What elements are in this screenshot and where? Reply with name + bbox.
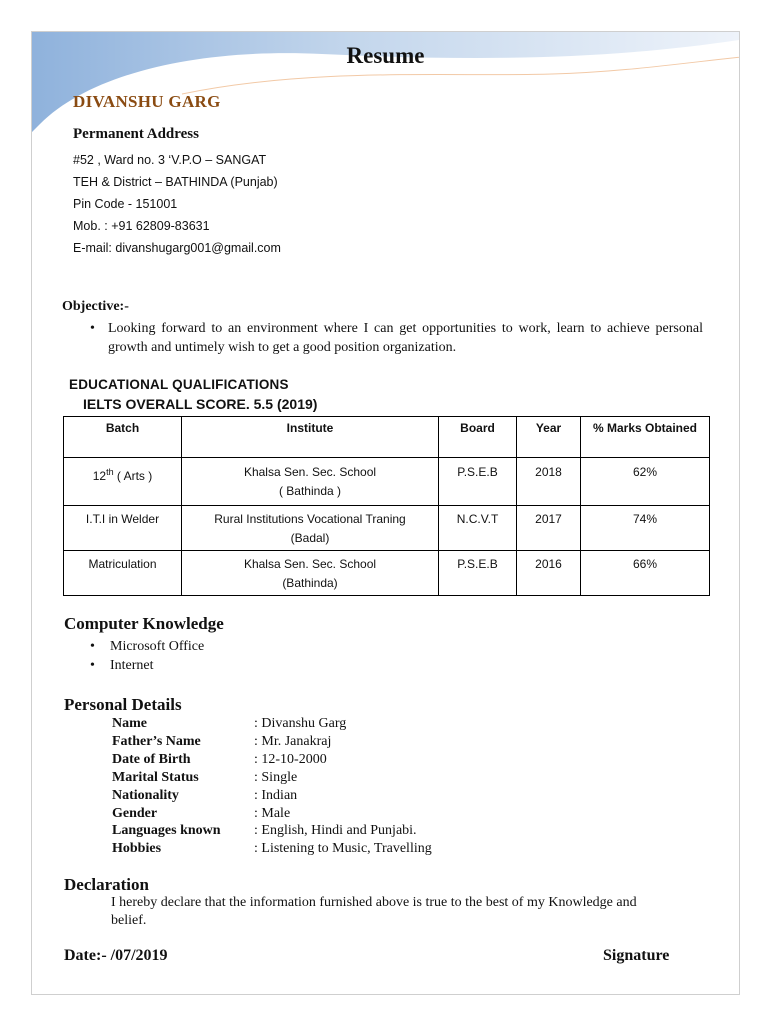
address-line: TEH & District – BATHINDA (Punjab) bbox=[73, 175, 278, 189]
table-row bbox=[64, 506, 710, 551]
objective-text: Looking forward to an environment where I can get opportunities to work, learn to achieve personal growth and untimely wish to get a good position organization. bbox=[108, 321, 703, 355]
column-header: Year bbox=[517, 417, 581, 458]
batch-text: 12 bbox=[92, 469, 107, 483]
ielts-score: IELTS OVERALL SCORE. 5.5 (2019) bbox=[83, 396, 318, 412]
detail-row bbox=[112, 733, 432, 751]
detail-label: Hobbies bbox=[112, 841, 162, 857]
resume-title: Resume bbox=[346, 43, 425, 68]
board-cell: P.S.E.B bbox=[439, 458, 517, 506]
year-cell: 2017 bbox=[517, 506, 581, 551]
detail-label: Languages known bbox=[112, 823, 221, 839]
institute-location: (Bathinda) bbox=[282, 576, 338, 590]
institute-name: Khalsa Sen. Sec. School bbox=[243, 557, 377, 571]
batch-cell bbox=[64, 458, 182, 506]
skill-text: Microsoft Office bbox=[110, 639, 205, 654]
detail-row bbox=[112, 769, 432, 787]
year-cell: 2018 bbox=[517, 458, 581, 506]
candidate-name: DIVANSHU GARG bbox=[73, 92, 221, 111]
marks-cell: 66% bbox=[581, 551, 710, 596]
objective-list bbox=[90, 319, 703, 357]
skill-text: Internet bbox=[110, 658, 154, 673]
institute-cell bbox=[182, 506, 439, 551]
batch-superscript: th bbox=[106, 467, 114, 477]
institute-name: Rural Institutions Vocational Traning bbox=[214, 512, 406, 526]
column-header: Board bbox=[439, 417, 517, 458]
signature-label: Signature bbox=[603, 947, 670, 964]
computer-knowledge-list bbox=[90, 637, 204, 675]
bullet-icon: • bbox=[90, 321, 95, 336]
bullet-icon: • bbox=[90, 639, 95, 654]
detail-row bbox=[112, 840, 432, 858]
year-cell: 2016 bbox=[517, 551, 581, 596]
table-row bbox=[64, 551, 710, 596]
mobile-number: Mob. : +91 62809-83631 bbox=[73, 219, 210, 233]
email-address: E-mail: divanshugarg001@gmail.com bbox=[73, 241, 281, 255]
list-item bbox=[90, 319, 703, 357]
board-cell: P.S.E.B bbox=[439, 551, 517, 596]
detail-label: Name bbox=[112, 716, 147, 731]
computer-knowledge-heading: Computer Knowledge bbox=[64, 614, 224, 633]
institute-location: (Badal) bbox=[290, 531, 330, 545]
detail-row bbox=[112, 715, 432, 733]
detail-value: : Divanshu Garg bbox=[254, 716, 347, 731]
address-line: #52 , Ward no. 3 ‘V.P.O – SANGAT bbox=[73, 153, 267, 167]
personal-details bbox=[112, 715, 432, 858]
detail-value: : Listening to Music, Travelling bbox=[254, 841, 432, 857]
column-header: % Marks Obtained bbox=[581, 417, 710, 458]
institute-name: Khalsa Sen. Sec. School bbox=[243, 465, 377, 479]
detail-value: : Male bbox=[254, 805, 291, 821]
address-block bbox=[73, 149, 281, 259]
detail-label: Nationality bbox=[112, 787, 179, 803]
education-heading: EDUCATIONAL QUALIFICATIONS bbox=[69, 377, 289, 392]
detail-value: : 12-10-2000 bbox=[254, 751, 327, 767]
declaration-text: I hereby declare that the information furnished above is true to the best of my Knowledge and belief. bbox=[111, 895, 637, 928]
address-line: Pin Code - 151001 bbox=[73, 197, 178, 211]
bullet-icon: • bbox=[90, 658, 95, 673]
date-line: Date:- /07/2019 bbox=[64, 947, 168, 964]
institute-cell bbox=[182, 458, 439, 506]
personal-details-heading: Personal Details bbox=[64, 695, 182, 714]
detail-row bbox=[112, 751, 432, 769]
table-header-row bbox=[64, 417, 710, 458]
objective-heading: Objective:- bbox=[62, 299, 129, 314]
list-item bbox=[90, 656, 204, 675]
detail-label: Marital Status bbox=[112, 769, 199, 785]
batch-cell: Matriculation bbox=[64, 551, 182, 596]
resume-page bbox=[31, 31, 740, 995]
detail-row bbox=[112, 787, 432, 805]
detail-label: Gender bbox=[112, 805, 158, 821]
board-cell: N.C.V.T bbox=[439, 506, 517, 551]
marks-cell: 62% bbox=[581, 458, 710, 506]
detail-label: Date of Birth bbox=[112, 751, 191, 767]
table-row bbox=[64, 458, 710, 506]
detail-label: Father’s Name bbox=[112, 733, 201, 749]
batch-text: ( Arts ) bbox=[113, 469, 153, 483]
detail-value: : Single bbox=[254, 769, 298, 785]
column-header: Institute bbox=[182, 417, 439, 458]
institute-location: ( Bathinda ) bbox=[278, 484, 342, 498]
address-heading: Permanent Address bbox=[73, 126, 199, 142]
detail-row bbox=[112, 805, 432, 823]
detail-value: : Mr. Janakraj bbox=[254, 733, 332, 749]
institute-cell bbox=[182, 551, 439, 596]
detail-row bbox=[112, 822, 432, 840]
detail-value: : English, Hindi and Punjabi. bbox=[254, 823, 417, 839]
detail-value: : Indian bbox=[254, 787, 298, 803]
batch-cell: I.T.I in Welder bbox=[64, 506, 182, 551]
education-table bbox=[63, 416, 710, 596]
list-item bbox=[90, 637, 204, 656]
marks-cell: 74% bbox=[581, 506, 710, 551]
column-header: Batch bbox=[64, 417, 182, 458]
declaration-heading: Declaration bbox=[64, 875, 149, 894]
